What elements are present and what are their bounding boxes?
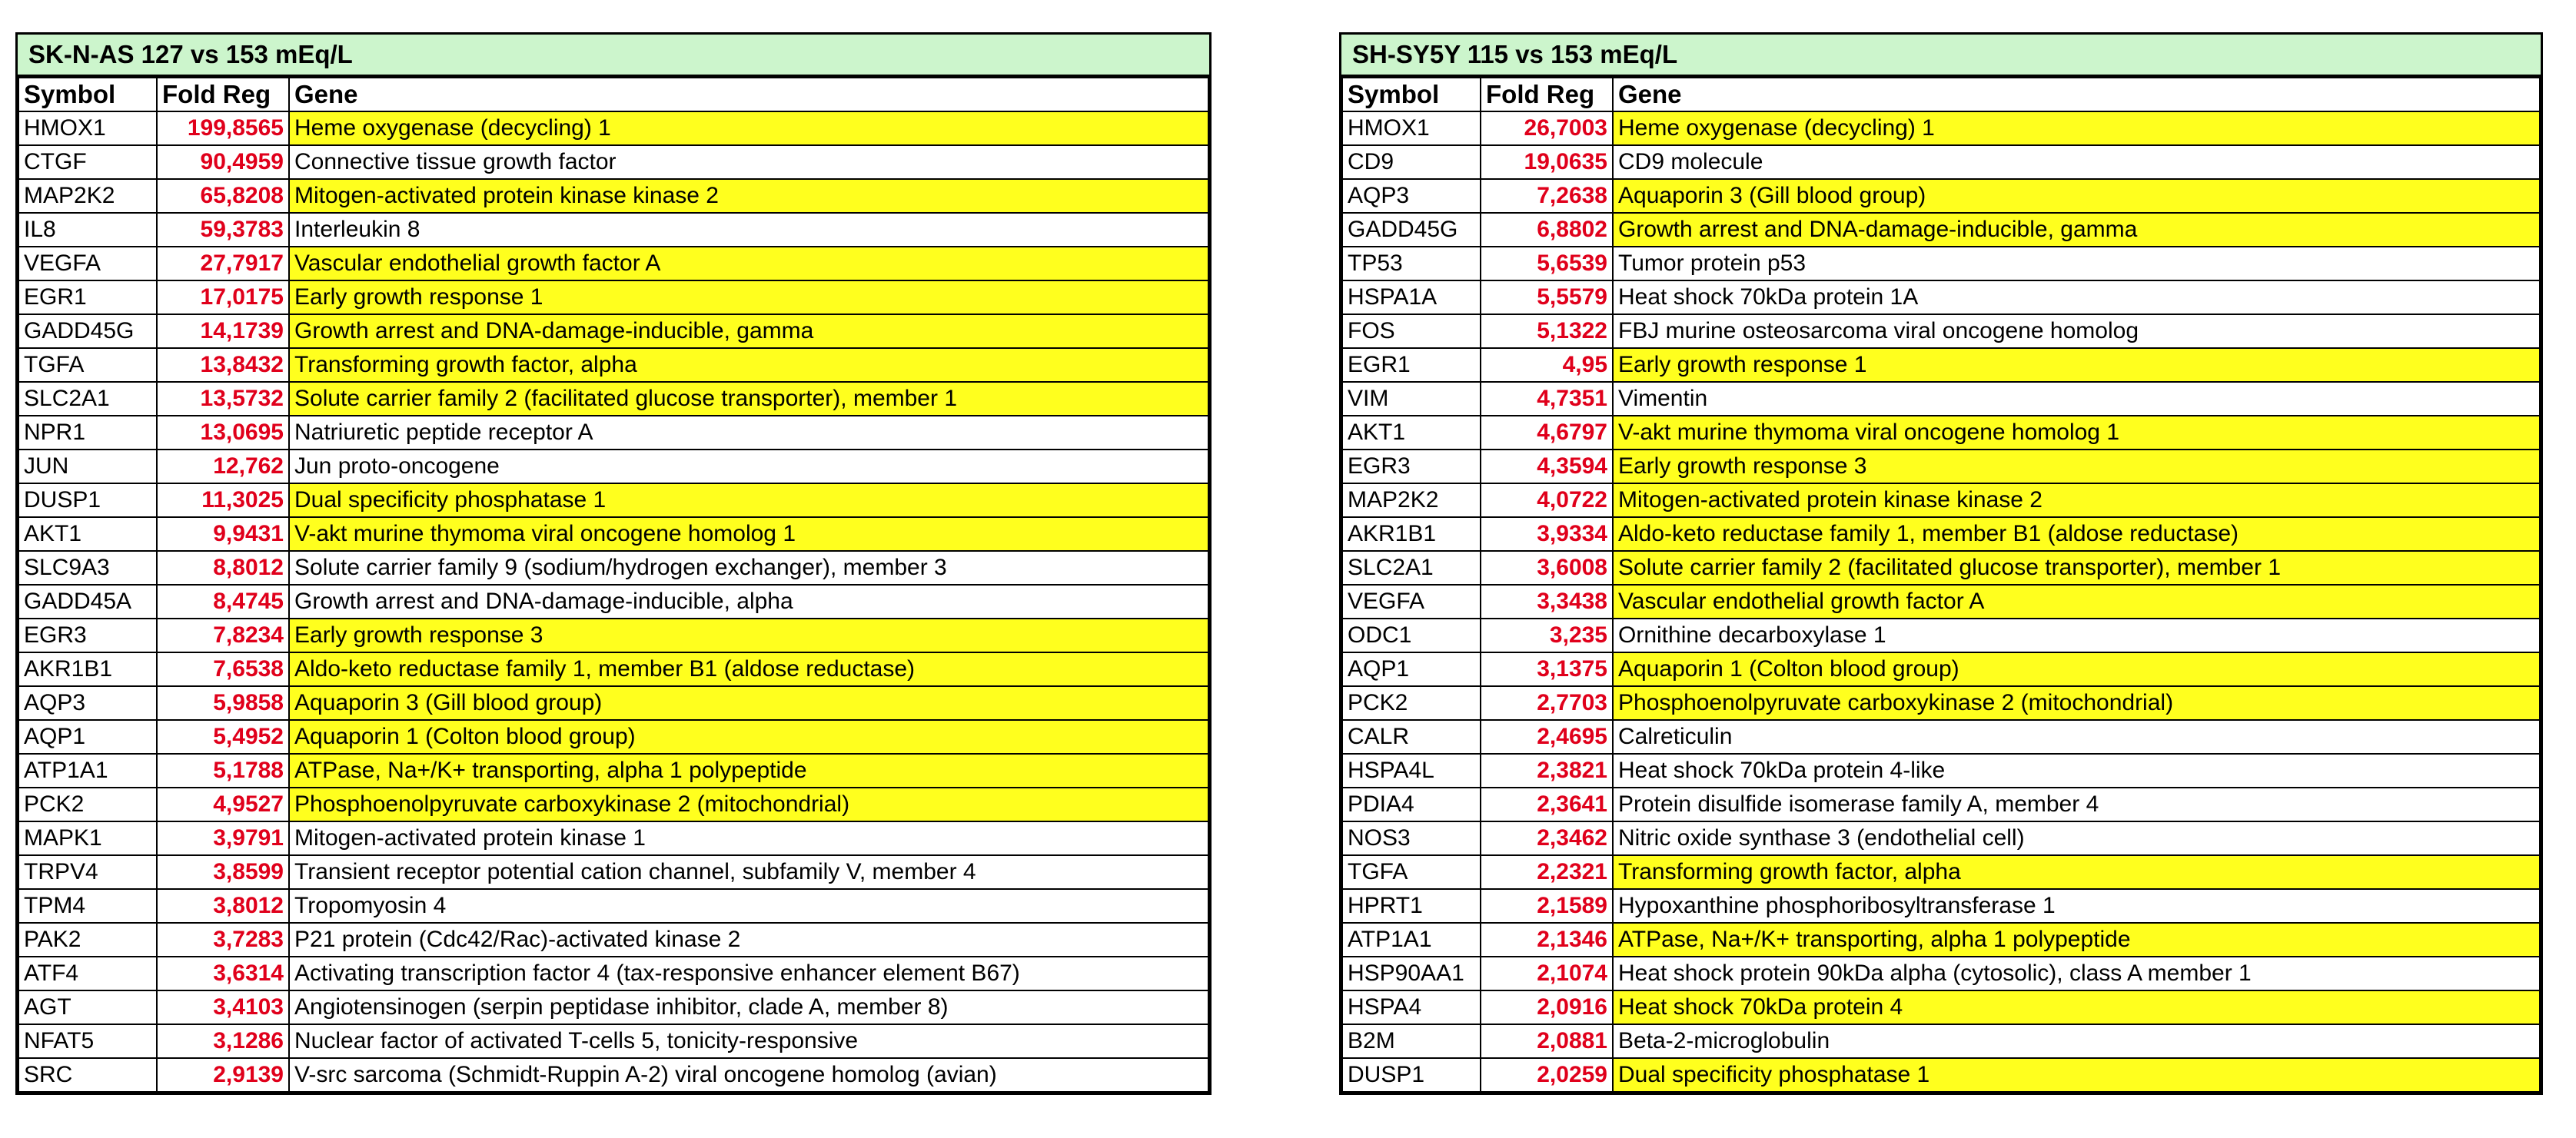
- fold-regulation-cell: 12,762: [157, 450, 289, 483]
- table-row: [1342, 788, 2540, 821]
- table-row: [1342, 280, 2540, 314]
- table-row: [18, 821, 1208, 855]
- table-row: [18, 1024, 1208, 1058]
- gene-symbol-cell: JUN: [18, 450, 157, 483]
- gene-column-header: Gene: [1613, 78, 2540, 111]
- fold-regulation-cell: 19,0635: [1481, 145, 1613, 179]
- table-row: [1342, 855, 2540, 889]
- table-row: [1342, 247, 2540, 280]
- fold-regulation-cell: 5,9858: [157, 686, 289, 720]
- gene-name-cell: Dual specificity phosphatase 1: [1613, 1058, 2540, 1092]
- table-row: [1342, 111, 2540, 145]
- gene-symbol-cell: EGR1: [1342, 348, 1481, 382]
- gene-symbol-cell: EGR3: [18, 619, 157, 652]
- gene-name-cell: ATPase, Na+/K+ transporting, alpha 1 polypeptide: [289, 754, 1208, 788]
- table-row: [18, 450, 1208, 483]
- fold-regulation-cell: 3,4103: [157, 990, 289, 1024]
- symbol-column-header: Symbol: [18, 78, 157, 111]
- table-row: [1342, 314, 2540, 348]
- fold-regulation-cell: 3,6008: [1481, 551, 1613, 585]
- gene-symbol-cell: MAP2K2: [18, 179, 157, 213]
- gene-name-cell: Ornithine decarboxylase 1: [1613, 619, 2540, 652]
- gene-name-cell: Protein disulfide isomerase family A, member 4: [1613, 788, 2540, 821]
- left-gene-table-panel: [15, 32, 1212, 1095]
- fold-regulation-cell: 3,1375: [1481, 652, 1613, 686]
- fold-regulation-cell: 2,3641: [1481, 788, 1613, 821]
- fold-regulation-cell: 5,5579: [1481, 280, 1613, 314]
- fold-regulation-cell: 7,2638: [1481, 179, 1613, 213]
- gene-name-cell: Aquaporin 3 (Gill blood group): [289, 686, 1208, 720]
- gene-symbol-cell: HSPA4L: [1342, 754, 1481, 788]
- table-row: [1342, 923, 2540, 957]
- table-row: [18, 213, 1208, 247]
- fold-regulation-cell: 5,1788: [157, 754, 289, 788]
- gene-symbol-cell: TP53: [1342, 247, 1481, 280]
- gene-name-cell: Vascular endothelial growth factor A: [1613, 585, 2540, 619]
- left-table-title: SK-N-AS 127 vs 153 mEq/L: [18, 35, 1209, 77]
- fold-regulation-cell: 2,0916: [1481, 990, 1613, 1024]
- gene-symbol-cell: MAP2K2: [1342, 483, 1481, 517]
- gene-symbol-cell: NOS3: [1342, 821, 1481, 855]
- left-table-body: [18, 111, 1208, 1092]
- fold-regulation-cell: 27,7917: [157, 247, 289, 280]
- gene-name-cell: Growth arrest and DNA-damage-inducible, alpha: [289, 585, 1208, 619]
- table-row: [1342, 1058, 2540, 1092]
- gene-symbol-cell: PCK2: [18, 788, 157, 821]
- gene-symbol-cell: PDIA4: [1342, 788, 1481, 821]
- gene-name-cell: Jun proto-oncogene: [289, 450, 1208, 483]
- gene-name-cell: Tumor protein p53: [1613, 247, 2540, 280]
- fold-regulation-cell: 9,9431: [157, 517, 289, 551]
- gene-name-cell: Interleukin 8: [289, 213, 1208, 247]
- table-row: [18, 754, 1208, 788]
- gene-symbol-cell: AKR1B1: [18, 652, 157, 686]
- gene-symbol-cell: AKT1: [1342, 416, 1481, 450]
- gene-name-cell: Nuclear factor of activated T-cells 5, tonicity-responsive: [289, 1024, 1208, 1058]
- fold-regulation-cell: 4,0722: [1481, 483, 1613, 517]
- gene-name-cell: Solute carrier family 9 (sodium/hydrogen exchanger), member 3: [289, 551, 1208, 585]
- gene-symbol-cell: GADD45G: [18, 314, 157, 348]
- symbol-column-header: Symbol: [1342, 78, 1481, 111]
- fold-regulation-cell: 3,8599: [157, 855, 289, 889]
- gene-symbol-cell: TRPV4: [18, 855, 157, 889]
- table-row: [18, 585, 1208, 619]
- table-row: [1342, 551, 2540, 585]
- gene-name-cell: Early growth response 1: [289, 280, 1208, 314]
- table-row: [18, 111, 1208, 145]
- gene-name-cell: V-src sarcoma (Schmidt-Ruppin A-2) viral oncogene homolog (avian): [289, 1058, 1208, 1092]
- fold-regulation-cell: 59,3783: [157, 213, 289, 247]
- fold-regulation-cell: 2,3462: [1481, 821, 1613, 855]
- gene-name-cell: Phosphoenolpyruvate carboxykinase 2 (mitochondrial): [289, 788, 1208, 821]
- table-row: [1342, 720, 2540, 754]
- fold-regulation-cell: 11,3025: [157, 483, 289, 517]
- gene-symbol-cell: HMOX1: [18, 111, 157, 145]
- gene-symbol-cell: VEGFA: [1342, 585, 1481, 619]
- fold-regulation-cell: 3,1286: [157, 1024, 289, 1058]
- table-row: [1342, 754, 2540, 788]
- gene-name-cell: Hypoxanthine phosphoribosyltransferase 1: [1613, 889, 2540, 923]
- fold-regulation-cell: 5,4952: [157, 720, 289, 754]
- table-row: [18, 855, 1208, 889]
- fold-regulation-cell: 3,9334: [1481, 517, 1613, 551]
- gene-symbol-cell: AQP3: [18, 686, 157, 720]
- fold-regulation-cell: 65,8208: [157, 179, 289, 213]
- gene-name-cell: Dual specificity phosphatase 1: [289, 483, 1208, 517]
- fold-regulation-cell: 2,1074: [1481, 957, 1613, 990]
- fold-regulation-cell: 3,7283: [157, 923, 289, 957]
- fold-regulation-cell: 26,7003: [1481, 111, 1613, 145]
- table-row: [18, 348, 1208, 382]
- gene-name-cell: Heme oxygenase (decycling) 1: [1613, 111, 2540, 145]
- gene-symbol-cell: ATP1A1: [18, 754, 157, 788]
- gene-symbol-cell: ATP1A1: [1342, 923, 1481, 957]
- gene-name-cell: Vascular endothelial growth factor A: [289, 247, 1208, 280]
- gene-symbol-cell: SLC2A1: [18, 382, 157, 416]
- right-gene-table-panel: [1339, 32, 2543, 1095]
- left-header-row: [18, 78, 1208, 111]
- gene-name-cell: Mitogen-activated protein kinase kinase 2: [289, 179, 1208, 213]
- gene-name-cell: Transient receptor potential cation channel, subfamily V, member 4: [289, 855, 1208, 889]
- gene-symbol-cell: HSPA1A: [1342, 280, 1481, 314]
- table-row: [1342, 957, 2540, 990]
- gene-symbol-cell: VIM: [1342, 382, 1481, 416]
- gene-symbol-cell: ATF4: [18, 957, 157, 990]
- fold-reg-column-header: Fold Reg: [157, 78, 289, 111]
- gene-name-cell: Solute carrier family 2 (facilitated glucose transporter), member 1: [289, 382, 1208, 416]
- table-row: [18, 280, 1208, 314]
- table-row: [18, 551, 1208, 585]
- gene-symbol-cell: TPM4: [18, 889, 157, 923]
- fold-regulation-cell: 199,8565: [157, 111, 289, 145]
- gene-name-cell: Early growth response 1: [1613, 348, 2540, 382]
- table-row: [1342, 619, 2540, 652]
- gene-name-cell: Heat shock 70kDa protein 4-like: [1613, 754, 2540, 788]
- gene-name-cell: Calreticulin: [1613, 720, 2540, 754]
- fold-regulation-cell: 17,0175: [157, 280, 289, 314]
- gene-name-cell: Mitogen-activated protein kinase 1: [289, 821, 1208, 855]
- table-row: [1342, 1024, 2540, 1058]
- left-gene-table: [18, 77, 1209, 1093]
- table-row: [1342, 585, 2540, 619]
- fold-regulation-cell: 3,6314: [157, 957, 289, 990]
- fold-regulation-cell: 6,8802: [1481, 213, 1613, 247]
- table-row: [18, 314, 1208, 348]
- table-row: [18, 247, 1208, 280]
- gene-symbol-cell: ODC1: [1342, 619, 1481, 652]
- gene-name-cell: Heme oxygenase (decycling) 1: [289, 111, 1208, 145]
- right-header-row: [1342, 78, 2540, 111]
- gene-symbol-cell: SRC: [18, 1058, 157, 1092]
- fold-regulation-cell: 3,9791: [157, 821, 289, 855]
- gene-symbol-cell: AQP1: [18, 720, 157, 754]
- fold-regulation-cell: 2,4695: [1481, 720, 1613, 754]
- fold-regulation-cell: 7,6538: [157, 652, 289, 686]
- gene-symbol-cell: IL8: [18, 213, 157, 247]
- fold-regulation-cell: 13,0695: [157, 416, 289, 450]
- gene-symbol-cell: GADD45A: [18, 585, 157, 619]
- fold-regulation-cell: 14,1739: [157, 314, 289, 348]
- gene-name-cell: Angiotensinogen (serpin peptidase inhibitor, clade A, member 8): [289, 990, 1208, 1024]
- gene-symbol-cell: PCK2: [1342, 686, 1481, 720]
- table-row: [1342, 889, 2540, 923]
- table-row: [18, 382, 1208, 416]
- gene-symbol-cell: NFAT5: [18, 1024, 157, 1058]
- gene-symbol-cell: B2M: [1342, 1024, 1481, 1058]
- gene-symbol-cell: NPR1: [18, 416, 157, 450]
- gene-name-cell: V-akt murine thymoma viral oncogene homolog 1: [289, 517, 1208, 551]
- table-row: [1342, 483, 2540, 517]
- fold-regulation-cell: 2,1346: [1481, 923, 1613, 957]
- table-row: [1342, 416, 2540, 450]
- gene-symbol-cell: SLC9A3: [18, 551, 157, 585]
- gene-symbol-cell: AGT: [18, 990, 157, 1024]
- gene-symbol-cell: GADD45G: [1342, 213, 1481, 247]
- gene-symbol-cell: HMOX1: [1342, 111, 1481, 145]
- gene-symbol-cell: MAPK1: [18, 821, 157, 855]
- fold-regulation-cell: 13,8432: [157, 348, 289, 382]
- gene-symbol-cell: EGR1: [18, 280, 157, 314]
- table-row: [18, 923, 1208, 957]
- table-row: [1342, 145, 2540, 179]
- fold-regulation-cell: 3,3438: [1481, 585, 1613, 619]
- gene-name-cell: Transforming growth factor, alpha: [1613, 855, 2540, 889]
- table-row: [18, 720, 1208, 754]
- gene-name-cell: Tropomyosin 4: [289, 889, 1208, 923]
- fold-regulation-cell: 5,6539: [1481, 247, 1613, 280]
- fold-regulation-cell: 2,7703: [1481, 686, 1613, 720]
- gene-name-cell: Connective tissue growth factor: [289, 145, 1208, 179]
- gene-name-cell: Growth arrest and DNA-damage-inducible, gamma: [289, 314, 1208, 348]
- table-row: [18, 990, 1208, 1024]
- gene-symbol-cell: AKR1B1: [1342, 517, 1481, 551]
- gene-name-cell: Early growth response 3: [289, 619, 1208, 652]
- table-row: [1342, 990, 2540, 1024]
- gene-name-cell: Phosphoenolpyruvate carboxykinase 2 (mitochondrial): [1613, 686, 2540, 720]
- table-row: [1342, 450, 2540, 483]
- fold-regulation-cell: 4,95: [1481, 348, 1613, 382]
- table-row: [1342, 652, 2540, 686]
- gene-name-cell: Growth arrest and DNA-damage-inducible, gamma: [1613, 213, 2540, 247]
- table-row: [18, 483, 1208, 517]
- table-row: [18, 788, 1208, 821]
- fold-regulation-cell: 2,9139: [157, 1058, 289, 1092]
- fold-regulation-cell: 4,7351: [1481, 382, 1613, 416]
- table-row: [1342, 213, 2540, 247]
- table-row: [18, 889, 1208, 923]
- gene-name-cell: Solute carrier family 2 (facilitated glucose transporter), member 1: [1613, 551, 2540, 585]
- fold-regulation-cell: 90,4959: [157, 145, 289, 179]
- gene-symbol-cell: AKT1: [18, 517, 157, 551]
- gene-name-cell: Nitric oxide synthase 3 (endothelial cell): [1613, 821, 2540, 855]
- fold-regulation-cell: 3,8012: [157, 889, 289, 923]
- gene-symbol-cell: AQP1: [1342, 652, 1481, 686]
- fold-regulation-cell: 8,4745: [157, 585, 289, 619]
- gene-symbol-cell: HSP90AA1: [1342, 957, 1481, 990]
- fold-regulation-cell: 8,8012: [157, 551, 289, 585]
- gene-symbol-cell: AQP3: [1342, 179, 1481, 213]
- table-row: [18, 416, 1208, 450]
- fold-regulation-cell: 2,2321: [1481, 855, 1613, 889]
- gene-name-cell: Aquaporin 3 (Gill blood group): [1613, 179, 2540, 213]
- gene-name-cell: ATPase, Na+/K+ transporting, alpha 1 polypeptide: [1613, 923, 2540, 957]
- gene-symbol-cell: TGFA: [18, 348, 157, 382]
- gene-name-cell: Aquaporin 1 (Colton blood group): [289, 720, 1208, 754]
- table-row: [18, 652, 1208, 686]
- gene-name-cell: Beta-2-microglobulin: [1613, 1024, 2540, 1058]
- gene-name-cell: Heat shock 70kDa protein 4: [1613, 990, 2540, 1024]
- fold-reg-column-header: Fold Reg: [1481, 78, 1613, 111]
- gene-name-cell: P21 protein (Cdc42/Rac)-activated kinase 2: [289, 923, 1208, 957]
- gene-name-cell: Mitogen-activated protein kinase kinase 2: [1613, 483, 2540, 517]
- gene-name-cell: FBJ murine osteosarcoma viral oncogene homolog: [1613, 314, 2540, 348]
- gene-name-cell: Aldo-keto reductase family 1, member B1 (aldose reductase): [1613, 517, 2540, 551]
- table-row: [18, 1058, 1208, 1092]
- right-table-title: SH-SY5Y 115 vs 153 mEq/L: [1341, 35, 2541, 77]
- gene-symbol-cell: CD9: [1342, 145, 1481, 179]
- fold-regulation-cell: 2,3821: [1481, 754, 1613, 788]
- gene-name-cell: Aldo-keto reductase family 1, member B1 (aldose reductase): [289, 652, 1208, 686]
- gene-symbol-cell: TGFA: [1342, 855, 1481, 889]
- gene-symbol-cell: HPRT1: [1342, 889, 1481, 923]
- fold-regulation-cell: 2,1589: [1481, 889, 1613, 923]
- table-row: [18, 957, 1208, 990]
- gene-symbol-cell: EGR3: [1342, 450, 1481, 483]
- gene-name-cell: Early growth response 3: [1613, 450, 2540, 483]
- gene-symbol-cell: FOS: [1342, 314, 1481, 348]
- table-row: [18, 145, 1208, 179]
- gene-symbol-cell: CTGF: [18, 145, 157, 179]
- table-row: [1342, 686, 2540, 720]
- table-row: [1342, 517, 2540, 551]
- right-gene-table: [1341, 77, 2541, 1093]
- table-row: [1342, 821, 2540, 855]
- fold-regulation-cell: 3,235: [1481, 619, 1613, 652]
- gene-name-cell: Heat shock 70kDa protein 1A: [1613, 280, 2540, 314]
- gene-symbol-cell: PAK2: [18, 923, 157, 957]
- gene-name-cell: Aquaporin 1 (Colton blood group): [1613, 652, 2540, 686]
- gene-name-cell: V-akt murine thymoma viral oncogene homolog 1: [1613, 416, 2540, 450]
- gene-name-cell: Activating transcription factor 4 (tax-responsive enhancer element B67): [289, 957, 1208, 990]
- fold-regulation-cell: 13,5732: [157, 382, 289, 416]
- gene-name-cell: Vimentin: [1613, 382, 2540, 416]
- gene-name-cell: Natriuretic peptide receptor A: [289, 416, 1208, 450]
- gene-symbol-cell: SLC2A1: [1342, 551, 1481, 585]
- gene-symbol-cell: HSPA4: [1342, 990, 1481, 1024]
- gene-symbol-cell: CALR: [1342, 720, 1481, 754]
- fold-regulation-cell: 2,0881: [1481, 1024, 1613, 1058]
- table-row: [18, 517, 1208, 551]
- fold-regulation-cell: 4,6797: [1481, 416, 1613, 450]
- gene-name-cell: CD9 molecule: [1613, 145, 2540, 179]
- gene-name-cell: Transforming growth factor, alpha: [289, 348, 1208, 382]
- gene-name-cell: Heat shock protein 90kDa alpha (cytosolic), class A member 1: [1613, 957, 2540, 990]
- fold-regulation-cell: 4,3594: [1481, 450, 1613, 483]
- gene-column-header: Gene: [289, 78, 1208, 111]
- table-row: [1342, 179, 2540, 213]
- table-row: [18, 179, 1208, 213]
- table-row: [18, 686, 1208, 720]
- gene-symbol-cell: VEGFA: [18, 247, 157, 280]
- fold-regulation-cell: 4,9527: [157, 788, 289, 821]
- gene-symbol-cell: DUSP1: [1342, 1058, 1481, 1092]
- table-row: [1342, 382, 2540, 416]
- gene-symbol-cell: DUSP1: [18, 483, 157, 517]
- fold-regulation-cell: 5,1322: [1481, 314, 1613, 348]
- fold-regulation-cell: 2,0259: [1481, 1058, 1613, 1092]
- table-row: [1342, 348, 2540, 382]
- fold-regulation-cell: 7,8234: [157, 619, 289, 652]
- right-table-body: [1342, 111, 2540, 1092]
- table-row: [18, 619, 1208, 652]
